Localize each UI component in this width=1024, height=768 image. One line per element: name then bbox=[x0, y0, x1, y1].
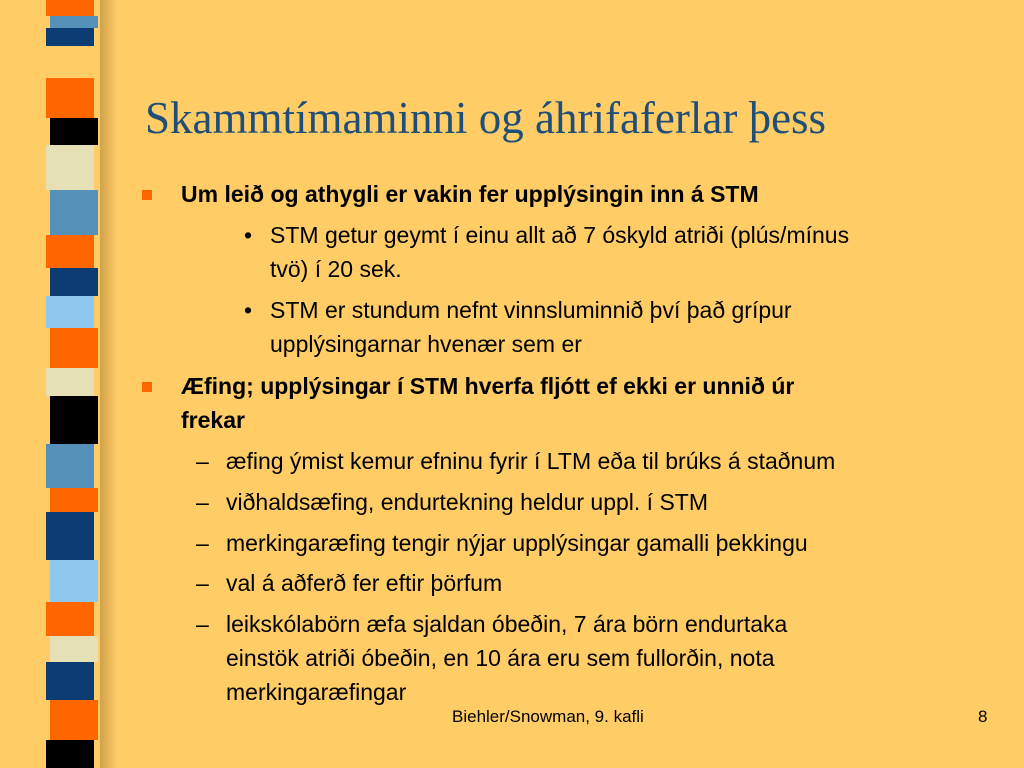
square-bullet-icon bbox=[142, 382, 152, 392]
bullet-text: val á aðferð fer eftir þörfum bbox=[226, 570, 503, 596]
bullet-item-9 bbox=[196, 607, 788, 709]
square-bullet-icon bbox=[142, 190, 152, 200]
slide-title: Skammtímaminni og áhrifaferlar þess bbox=[145, 93, 827, 143]
strip-segment bbox=[50, 396, 98, 444]
dash-bullet-icon: – bbox=[196, 611, 209, 637]
strip-segment bbox=[46, 78, 94, 118]
bullet-text: STM er stundum nefnt vinnsluminnið því það grípur bbox=[270, 297, 792, 323]
dash-bullet-icon: – bbox=[196, 570, 209, 596]
bullet-item-6 bbox=[196, 485, 709, 519]
strip-segment bbox=[46, 145, 94, 190]
strip-segment bbox=[46, 28, 94, 46]
strip-segment bbox=[46, 602, 94, 636]
bullet-text: leikskólabörn æfa sjaldan óbeðin, 7 ára börn endurtaka bbox=[226, 611, 788, 637]
bullet-text: tvö) í 20 sek. bbox=[270, 256, 402, 282]
footer-source: Biehler/Snowman, 9. kafli bbox=[452, 707, 644, 726]
strip-segment bbox=[50, 560, 98, 602]
bullet-text: Æfing; upplýsingar í STM hverfa fljótt ef ekki er unnið úr bbox=[181, 373, 795, 399]
bullet-text: STM getur geymt í einu allt að 7 óskyld atriði (plús/mínus bbox=[270, 222, 850, 248]
strip-segment bbox=[50, 268, 98, 296]
page-number: 8 bbox=[978, 707, 988, 726]
strip-segment bbox=[46, 296, 94, 328]
bullet-item-8 bbox=[196, 566, 503, 600]
strip-segment bbox=[46, 235, 94, 268]
strip-segment bbox=[46, 512, 94, 560]
strip-segment bbox=[46, 444, 94, 488]
bullet-text: æfing ýmist kemur efninu fyrir í LTM eða til brúks á staðnum bbox=[226, 448, 836, 474]
strip-segment bbox=[50, 328, 98, 368]
dash-bullet-icon: – bbox=[196, 489, 209, 515]
bullet-text: Um leið og athygli er vakin fer upplýsingin inn á STM bbox=[181, 181, 759, 207]
strip-segment bbox=[50, 488, 98, 512]
bullet-item-5 bbox=[196, 444, 836, 478]
dot-bullet-icon: • bbox=[244, 222, 253, 248]
bullet-text: merkingaræfing tengir nýjar upplýsingar gamalli þekkingu bbox=[226, 530, 808, 556]
strip-segment bbox=[46, 368, 94, 396]
strip-segment bbox=[46, 662, 94, 700]
strip-segment bbox=[46, 0, 94, 16]
bullet-text: viðhaldsæfing, endurtekning heldur uppl. í STM bbox=[226, 489, 709, 515]
strip-segment bbox=[50, 700, 98, 740]
dash-bullet-icon: – bbox=[196, 530, 209, 556]
strip-segment bbox=[46, 740, 94, 768]
bullet-item-3 bbox=[244, 293, 792, 361]
bullet-item-2 bbox=[244, 218, 850, 286]
dot-bullet-icon: • bbox=[244, 297, 253, 323]
bullet-item-7 bbox=[196, 526, 808, 560]
bullet-item-1 bbox=[181, 177, 759, 211]
strip-segment bbox=[50, 636, 98, 662]
strip-segment bbox=[50, 46, 98, 78]
strip-segment bbox=[50, 190, 98, 235]
strip-segment bbox=[50, 118, 98, 145]
bullet-text: frekar bbox=[181, 407, 245, 433]
bullet-text: einstök atriði óbeðin, en 10 ára eru sem fullorðin, nota bbox=[226, 645, 775, 671]
bullet-item-4 bbox=[181, 369, 794, 437]
dash-bullet-icon: – bbox=[196, 448, 209, 474]
bullet-text: merkingaræfingar bbox=[226, 679, 407, 705]
bullet-text: upplýsingarnar hvenær sem er bbox=[270, 331, 582, 357]
decorative-color-strip bbox=[0, 0, 118, 768]
strip-segment bbox=[50, 16, 98, 28]
